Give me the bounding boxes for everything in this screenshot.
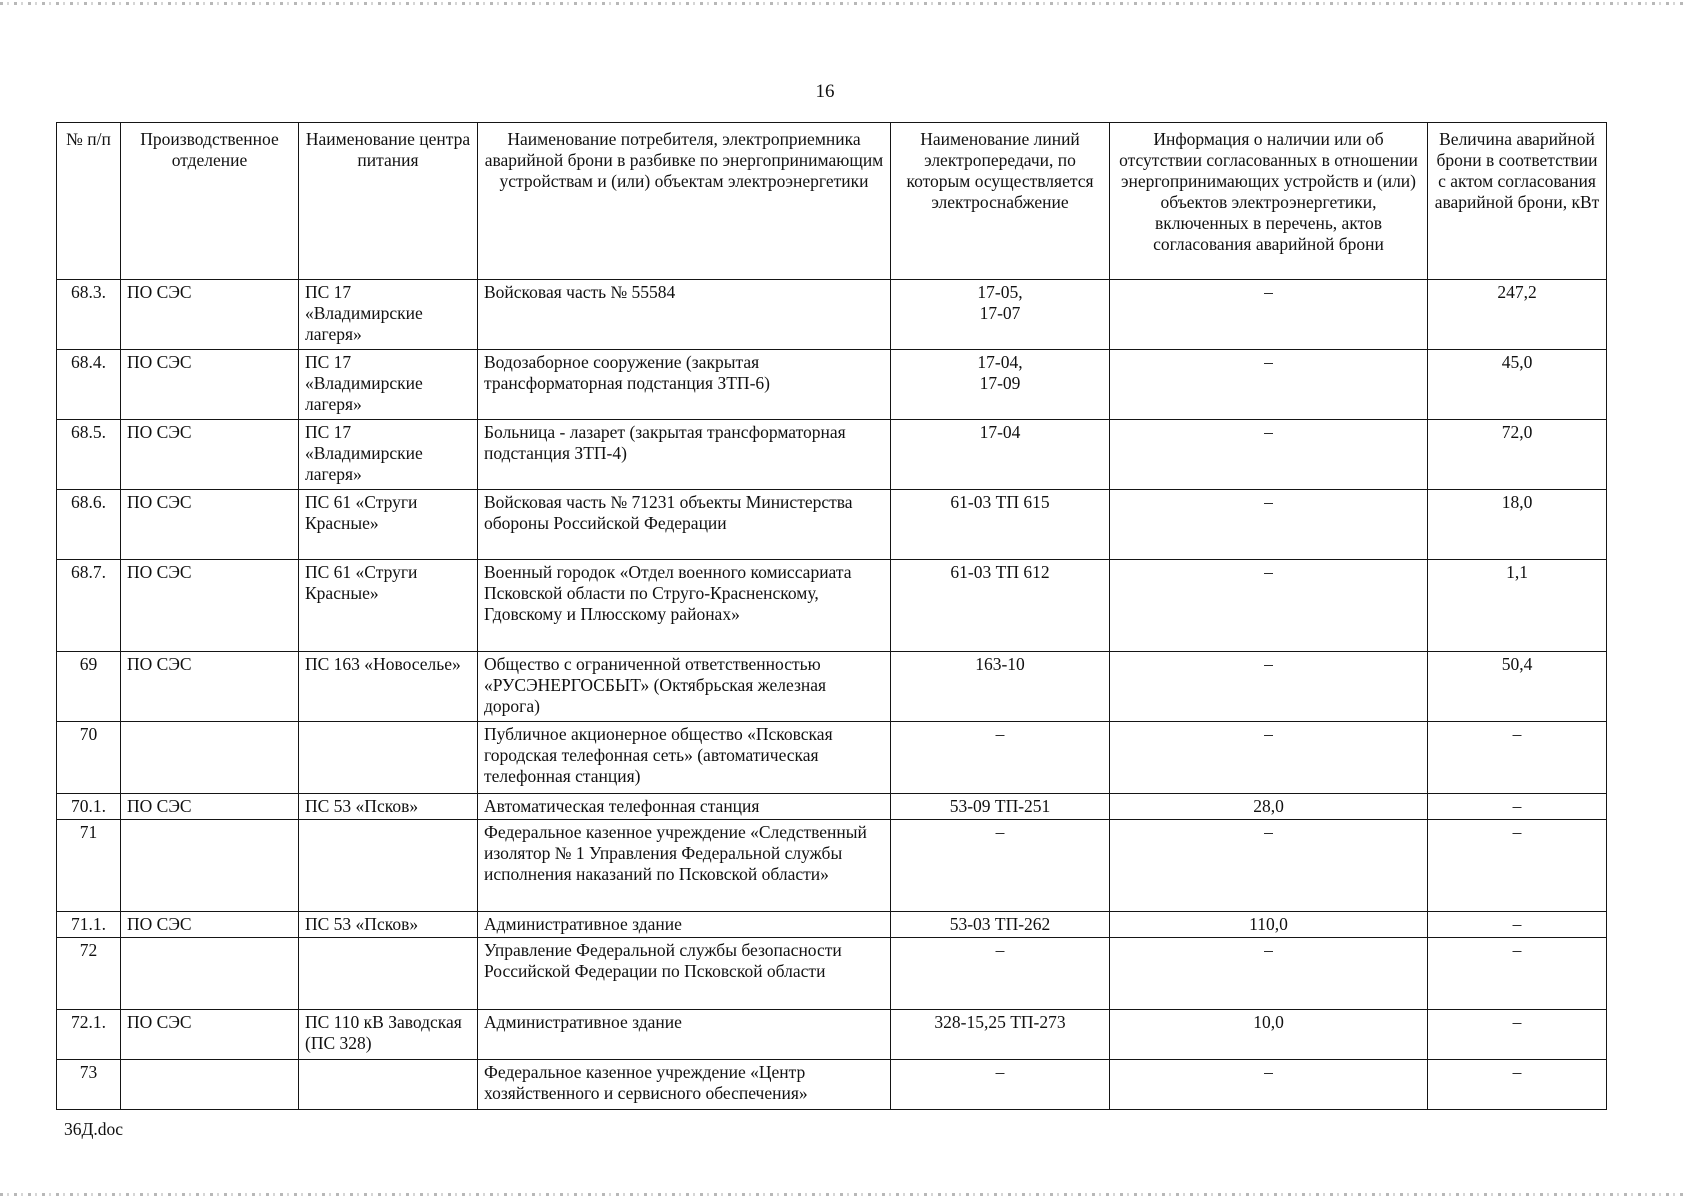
row-consumer: Автоматическая телефонная станция: [478, 794, 891, 820]
table-body: [57, 280, 1607, 1110]
row-consumer: Федеральное казенное учреждение «Следственный изолятор № 1 Управления Федеральной службы исполнения наказаний по Псковской области»: [478, 820, 891, 912]
header-info: Информация о наличии или об отсутствии согласованных в отношении энергопринимающих устройств и (или) объектов электроэнергетики, включенных в перечень, актов согласования аварийной брони: [1110, 123, 1428, 280]
row-lines: [891, 938, 1110, 1010]
page-number: 16: [815, 81, 835, 102]
row-department: ПО СЭС: [121, 1010, 299, 1060]
header-value: Величина аварийной брони в соответствии с актом согласования аварийной брони, кВт: [1428, 123, 1607, 280]
table-header-row: [57, 123, 1607, 280]
row-lines: [891, 652, 1110, 722]
row-department: ПО СЭС: [121, 560, 299, 652]
row-reserve-act-info: –: [1110, 938, 1428, 1010]
row-department: ПО СЭС: [121, 912, 299, 938]
row-reserve-value: –: [1428, 1010, 1607, 1060]
row-reserve-act-info: –: [1110, 420, 1428, 490]
row-number: 71: [57, 820, 121, 912]
row-consumer: Управление Федеральной службы безопасности Российской Федерации по Псковской области: [478, 938, 891, 1010]
row-power-center: ПС 61 «Струги Красные»: [299, 560, 478, 652]
header-num: № п/п: [57, 123, 121, 280]
file-name-footer: 36Д.doc: [64, 1119, 124, 1139]
line-entry: 17-04,: [977, 352, 1023, 372]
row-department: ПО СЭС: [121, 490, 299, 560]
row-consumer: Федеральное казенное учреждение «Центр хозяйственного и сервисного обеспечения»: [478, 1060, 891, 1110]
row-consumer: Водозаборное сооружение (закрытая трансформаторная подстанция ЗТП-6): [478, 350, 891, 420]
table-row: [57, 560, 1607, 652]
row-number: 69: [57, 652, 121, 722]
scan-edge-top: [0, 2, 1686, 5]
line-entry: 61-03 ТП 612: [950, 562, 1050, 582]
row-lines: [891, 722, 1110, 794]
row-power-center: ПС 163 «Новоселье»: [299, 652, 478, 722]
row-reserve-value: 50,4: [1428, 652, 1607, 722]
row-reserve-value: –: [1428, 1060, 1607, 1110]
row-reserve-act-info: 28,0: [1110, 794, 1428, 820]
scan-edge-bottom: [0, 1193, 1686, 1196]
row-reserve-value: 72,0: [1428, 420, 1607, 490]
line-entry: 61-03 ТП 615: [950, 492, 1050, 512]
row-power-center: ПС 53 «Псков»: [299, 794, 478, 820]
row-number: 71.1.: [57, 912, 121, 938]
row-department: [121, 1060, 299, 1110]
row-number: 68.6.: [57, 490, 121, 560]
row-department: [121, 820, 299, 912]
line-entry: 53-09 ТП-251: [949, 796, 1051, 816]
line-entry: 17-07: [979, 303, 1021, 323]
row-department: [121, 938, 299, 1010]
row-number: 68.4.: [57, 350, 121, 420]
line-entry: 328-15,25 ТП-273: [934, 1012, 1066, 1032]
line-entry: –: [995, 1062, 1005, 1082]
row-reserve-value: –: [1428, 938, 1607, 1010]
table-row: [57, 280, 1607, 350]
row-reserve-value: 1,1: [1428, 560, 1607, 652]
table-row: [57, 1060, 1607, 1110]
row-reserve-value: –: [1428, 912, 1607, 938]
table-row: [57, 820, 1607, 912]
row-power-center: ПС 110 кВ Заводская (ПС 328): [299, 1010, 478, 1060]
line-entry: 17-04: [979, 422, 1021, 442]
row-reserve-value: 45,0: [1428, 350, 1607, 420]
row-consumer: Войсковая часть № 55584: [478, 280, 891, 350]
row-department: ПО СЭС: [121, 420, 299, 490]
table-row: [57, 420, 1607, 490]
row-number: 70: [57, 722, 121, 794]
row-number: 72.1.: [57, 1010, 121, 1060]
header-lines: Наименование линий электропередачи, по которым осуществляется электроснабжение: [891, 123, 1110, 280]
table-row: [57, 722, 1607, 794]
row-reserve-value: –: [1428, 794, 1607, 820]
row-reserve-value: 18,0: [1428, 490, 1607, 560]
row-reserve-act-info: –: [1110, 722, 1428, 794]
table-row: [57, 938, 1607, 1010]
row-reserve-act-info: 10,0: [1110, 1010, 1428, 1060]
table-row: [57, 350, 1607, 420]
row-reserve-act-info: –: [1110, 350, 1428, 420]
row-department: [121, 722, 299, 794]
row-lines: [891, 820, 1110, 912]
row-department: ПО СЭС: [121, 652, 299, 722]
row-number: 68.3.: [57, 280, 121, 350]
row-lines: [891, 1010, 1110, 1060]
row-consumer: Публичное акционерное общество «Псковская городская телефонная сеть» (автоматическая телефонная станция): [478, 722, 891, 794]
row-number: 70.1.: [57, 794, 121, 820]
row-department: ПО СЭС: [121, 350, 299, 420]
row-reserve-value: 247,2: [1428, 280, 1607, 350]
row-reserve-act-info: –: [1110, 280, 1428, 350]
row-power-center: ПС 17 «Владимирские лагеря»: [299, 420, 478, 490]
row-reserve-act-info: –: [1110, 652, 1428, 722]
row-power-center: [299, 1060, 478, 1110]
row-lines: [891, 1060, 1110, 1110]
row-power-center: [299, 722, 478, 794]
row-number: 68.5.: [57, 420, 121, 490]
row-power-center: ПС 17 «Владимирские лагеря»: [299, 280, 478, 350]
line-entry: 17-05,: [977, 282, 1023, 302]
row-lines: [891, 280, 1110, 350]
row-lines: [891, 912, 1110, 938]
row-reserve-act-info: –: [1110, 1060, 1428, 1110]
row-number: 68.7.: [57, 560, 121, 652]
row-reserve-act-info: –: [1110, 560, 1428, 652]
line-entry: –: [995, 940, 1005, 960]
row-reserve-value: –: [1428, 820, 1607, 912]
row-consumer: Административное здание: [478, 1010, 891, 1060]
table-row: [57, 794, 1607, 820]
table-row: [57, 490, 1607, 560]
row-number: 72: [57, 938, 121, 1010]
row-department: ПО СЭС: [121, 280, 299, 350]
row-lines: [891, 350, 1110, 420]
row-reserve-value: –: [1428, 722, 1607, 794]
row-reserve-act-info: –: [1110, 490, 1428, 560]
row-lines: [891, 794, 1110, 820]
row-power-center: [299, 938, 478, 1010]
row-number: 73: [57, 1060, 121, 1110]
row-reserve-act-info: 110,0: [1110, 912, 1428, 938]
row-consumer: Административное здание: [478, 912, 891, 938]
line-entry: 163-10: [975, 654, 1025, 674]
row-lines: [891, 490, 1110, 560]
reserve-table: [56, 122, 1607, 1110]
table-row: [57, 912, 1607, 938]
table-row: [57, 652, 1607, 722]
row-power-center: [299, 820, 478, 912]
line-entry: –: [995, 724, 1005, 744]
row-lines: [891, 420, 1110, 490]
line-entry: –: [995, 822, 1005, 842]
table-row: [57, 1010, 1607, 1060]
row-consumer: Больница - лазарет (закрытая трансформаторная подстанция ЗТП-4): [478, 420, 891, 490]
row-power-center: ПС 17 «Владимирские лагеря»: [299, 350, 478, 420]
row-consumer: Войсковая часть № 71231 объекты Министерства обороны Российской Федерации: [478, 490, 891, 560]
row-power-center: ПС 53 «Псков»: [299, 912, 478, 938]
line-entry: 53-03 ТП-262: [949, 914, 1051, 934]
row-consumer: Военный городок «Отдел военного комиссариата Псковской области по Струго-Красненскому, Гдовскому и Плюсскому районах»: [478, 560, 891, 652]
header-consumer: Наименование потребителя, электроприемника аварийной брони в разбивке по энергопринимающим устройствам и (или) объектам электроэнергетики: [478, 123, 891, 280]
row-power-center: ПС 61 «Струги Красные»: [299, 490, 478, 560]
header-center: Наименование центра питания: [299, 123, 478, 280]
row-department: ПО СЭС: [121, 794, 299, 820]
line-entry: 17-09: [979, 373, 1021, 393]
header-dept: Производственное отделение: [121, 123, 299, 280]
row-reserve-act-info: –: [1110, 820, 1428, 912]
row-consumer: Общество с ограниченной ответственностью «РУСЭНЕРГОСБЫТ» (Октябрьская железная дорога): [478, 652, 891, 722]
row-lines: [891, 560, 1110, 652]
